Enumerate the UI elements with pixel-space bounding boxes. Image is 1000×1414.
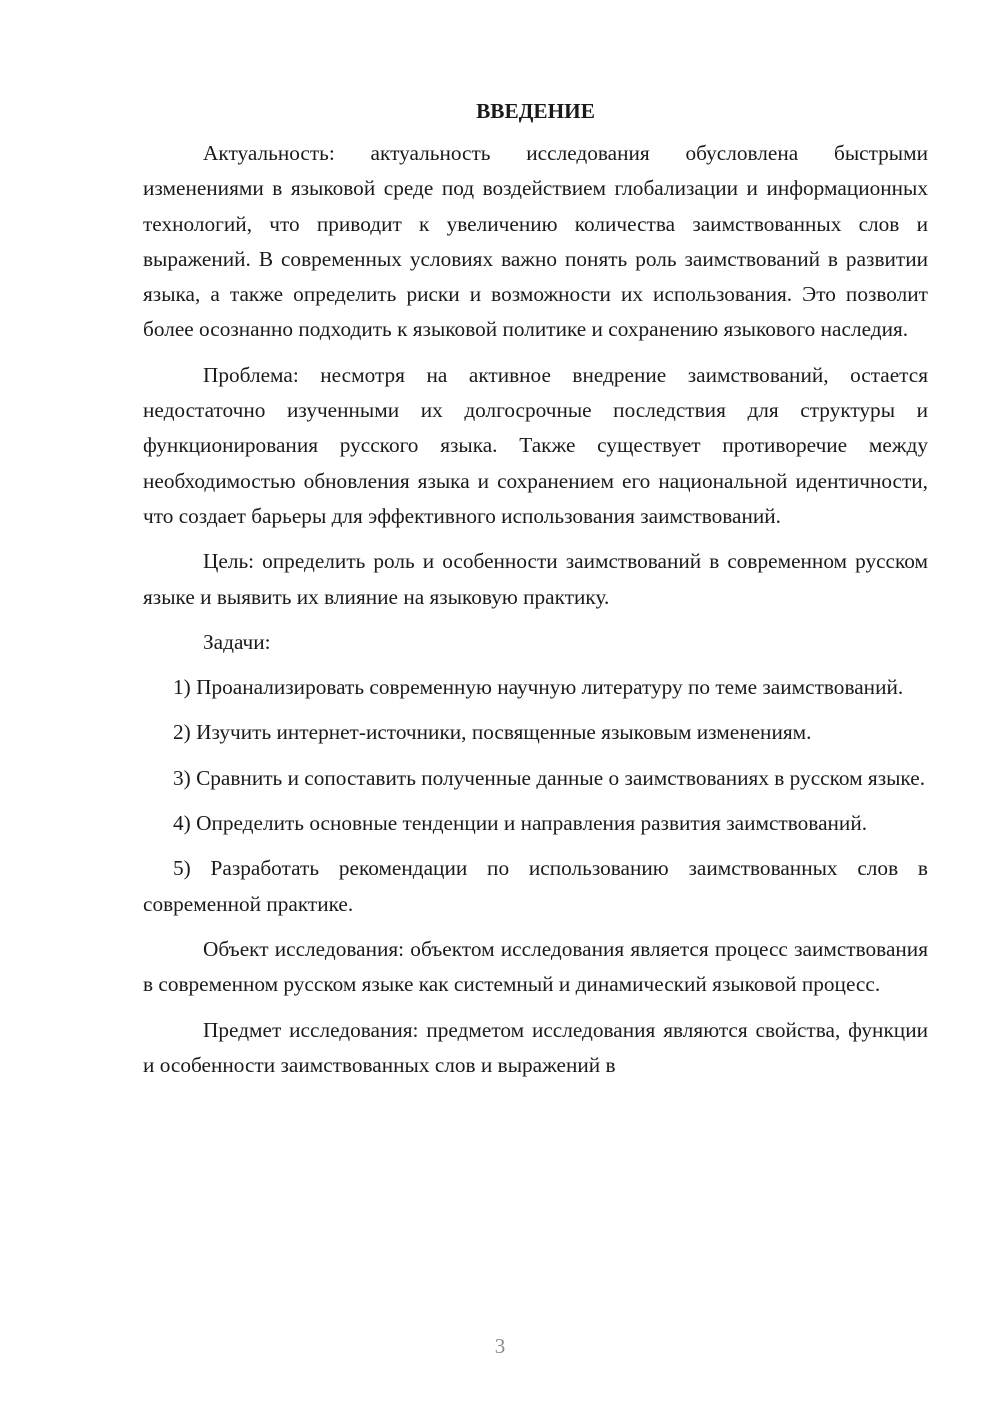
task-item: 3) Сравнить и сопоставить полученные данные о заимствованиях в русском языке. [173,765,926,790]
task-item: 4) Определить основные тенденции и направления развития заимствований. [173,811,868,836]
page-content [143,96,928,1093]
goal-paragraph: Цель: определить роль и особенности заимствований в современном русском языке и выявить их влияние на языковую практику. [143,549,928,609]
object-paragraph: Объект исследования: объектом исследования является процесс заимствования в современном русском языке как системный и динамический языковой процесс. [143,936,928,997]
task-item: 2) Изучить интернет-источники, посвященные языковым изменениям. [173,720,812,745]
problem-paragraph: Проблема: несмотря на активное внедрение заимствований, остается недостаточно изученными их долгосрочные последствия для структуры и функционирования русского языка. Также существует противоречие между необходимостью обновления языка и сохранением его национальной идентичности, что создает барьеры для эффективного использования заимствований. [143,362,928,528]
section-heading: ВВЕДЕНИЕ [476,99,595,123]
page-number: 3 [494,1334,506,1358]
relevance-paragraph: Актуальность: актуальность исследования обусловлена быстрыми изменениями в языковой среде под воздействием глобализации и информационных технологий, что приводит к увеличению количества заимствованных слов и выражений. В современных условиях важно понять роль заимствований в развитии языка, а также определить риски и возможности их использования. Это позволит более осознанно подходить к языковой политике и сохранению языкового наследия. [143,141,928,342]
subject-paragraph: Предмет исследования: предметом исследования являются свойства, функции и особенности заимствованных слов и выражений в [143,1017,928,1077]
task-item: 1) Проанализировать современную научную литературу по теме заимствований. [173,675,904,700]
tasks-title: Задачи: [203,629,271,654]
task-item: 5) Разработать рекомендации по использованию заимствованных слов в современной практике. [143,856,928,916]
tasks-list [143,670,928,922]
